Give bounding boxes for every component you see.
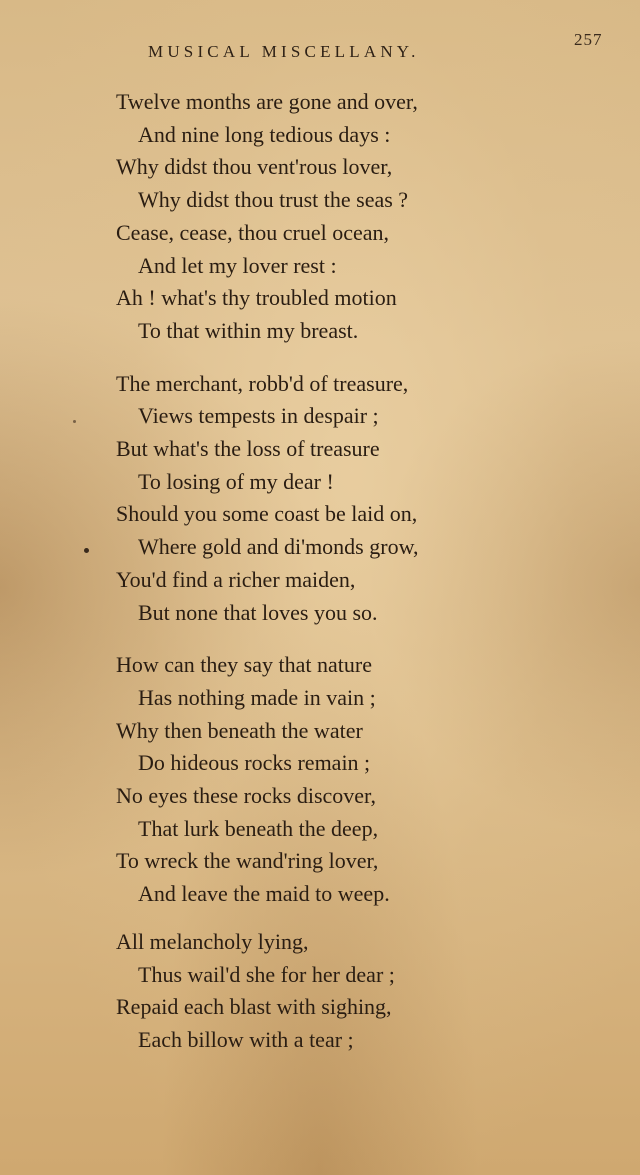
poem: [0, 86, 640, 1057]
poem-line: Do hideous rocks remain ;: [138, 750, 371, 776]
stanza-4: [0, 926, 640, 1057]
poem-line: How can they say that nature: [116, 652, 372, 678]
poem-line: But what's the loss of treasure: [116, 436, 380, 462]
poem-line: Repaid each blast with sighing,: [116, 994, 392, 1020]
poem-line: But none that loves you so.: [138, 599, 378, 625]
poem-line: Cease, cease, thou cruel ocean,: [116, 219, 390, 245]
poem-line: Each billow with a tear ;: [138, 1026, 354, 1052]
poem-line: And leave the maid to weep.: [138, 881, 390, 907]
poem-line: Why didst thou trust the seas ?: [138, 187, 409, 213]
stanza-1: [0, 86, 640, 348]
ink-speck: [84, 548, 89, 553]
page-number: 257: [574, 30, 603, 49]
ink-speck: [73, 420, 76, 423]
poem-line: No eyes these rocks discover,: [116, 783, 376, 809]
poem-line: That lurk beneath the deep,: [138, 815, 379, 841]
stanza-2: [0, 368, 640, 630]
poem-line: Twelve months are gone and over,: [116, 89, 418, 114]
poem-line: All melancholy lying,: [116, 928, 309, 954]
stanza-gap: [0, 629, 640, 649]
poem-line: And nine long tedious days :: [138, 121, 391, 147]
poem-line: Views tempests in despair ;: [138, 403, 379, 429]
poem-line: Thus wail'd she for her dear ;: [138, 961, 395, 987]
poem-line: You'd find a richer maiden,: [116, 566, 356, 592]
poem-line: Where gold and di'monds grow,: [138, 534, 419, 560]
poem-line: Has nothing made in vain ;: [138, 684, 376, 710]
running-header: MUSICAL MISCELLANY.: [148, 42, 420, 61]
poem-line: Ah ! what's thy troubled motion: [116, 285, 397, 311]
poem-line: The merchant, robb'd of treasure,: [116, 370, 409, 396]
stanza-gap: [0, 348, 640, 368]
poem-line: To wreck the wand'ring lover,: [116, 848, 379, 874]
poem-line: Should you some coast be laid on,: [116, 501, 418, 527]
poem-line: Why didst thou vent'rous lover,: [116, 154, 393, 180]
poem-line: And let my lover rest :: [138, 252, 337, 278]
stanza-3: [0, 649, 640, 911]
poem-line: To that within my breast.: [138, 317, 359, 343]
stanza-gap: [0, 911, 640, 926]
poem-line: Why then beneath the water: [116, 717, 363, 743]
poem-line: To losing of my dear !: [138, 468, 334, 494]
